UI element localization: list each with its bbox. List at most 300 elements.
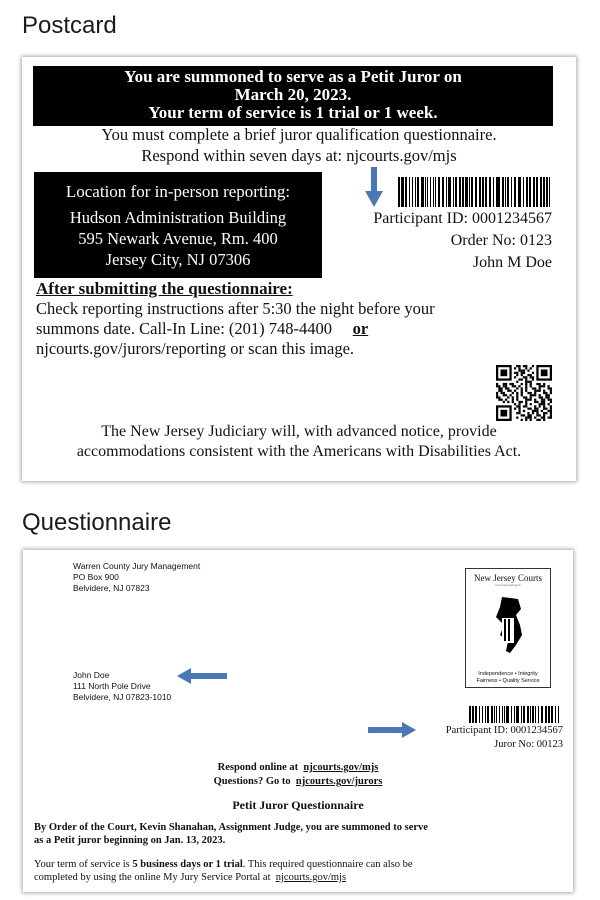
qr-module: [507, 390, 509, 392]
qr-module: [518, 412, 520, 414]
qr-module: [496, 383, 498, 385]
qr-module: [532, 412, 534, 414]
term-bold: 5 business days or 1 trial: [132, 859, 243, 870]
qr-module: [530, 419, 532, 421]
qr-module: [541, 401, 543, 403]
barcode-bar: [427, 177, 429, 207]
qr-module: [521, 394, 523, 396]
qr-module: [550, 405, 552, 407]
barcode-bar: [421, 177, 423, 207]
term-line: [34, 858, 559, 871]
recipient-address: [73, 670, 171, 703]
barcode-bar: [518, 177, 520, 207]
qr-module: [514, 403, 516, 405]
qr-module: [505, 394, 507, 396]
logo-tag-line: Independence • Integrity: [478, 671, 538, 677]
address-line: 111 North Pole Drive: [73, 681, 151, 691]
qr-module: [530, 381, 532, 383]
qr-module: [507, 387, 509, 389]
term-of-service-text: [34, 858, 559, 884]
barcode-bar: [448, 177, 450, 207]
qr-module: [539, 405, 541, 407]
qr-module: [530, 396, 532, 398]
qr-module: [530, 394, 532, 396]
qr-module: [543, 401, 545, 403]
qr-module: [543, 399, 545, 401]
qr-module: [532, 372, 534, 374]
qr-module: [550, 417, 552, 419]
postcard-section-label: Postcard: [22, 12, 117, 39]
qr-module: [516, 405, 518, 407]
qr-module: [523, 410, 525, 412]
barcode-bar: [462, 177, 464, 207]
qr-module: [539, 394, 541, 396]
questionnaire-section-label: Questionnaire: [22, 509, 172, 536]
barcode-bar: [535, 706, 536, 723]
respond-prefix: Respond online at: [217, 762, 299, 773]
barcode-bar: [504, 706, 505, 723]
barcode-bar: [533, 177, 535, 207]
qr-module: [536, 408, 538, 410]
qr-module: [534, 394, 536, 396]
qr-module: [532, 376, 534, 378]
barcode-bar: [545, 706, 547, 723]
barcode-bar: [527, 706, 529, 723]
qr-module: [536, 390, 538, 392]
qr-module: [543, 414, 545, 416]
qr-module: [512, 385, 514, 387]
qr-module: [525, 376, 527, 378]
barcode-bar: [506, 706, 508, 723]
barcode-bar: [558, 706, 559, 723]
postcard-image: [22, 57, 576, 481]
qr-module: [518, 410, 520, 412]
qr-module: [509, 394, 511, 396]
barcode-bar: [496, 177, 497, 207]
qr-module: [536, 419, 538, 421]
qr-module: [532, 394, 534, 396]
location-box: [34, 172, 322, 278]
address-line: PO Box 900: [73, 572, 119, 582]
call-in-line: summons date. Call-In Line: (201) 748-4400: [36, 319, 333, 338]
barcode-bar: [511, 177, 512, 207]
logo-tag-line: Fairness • Quality Service: [476, 678, 540, 684]
qr-module: [536, 414, 538, 416]
qr-module: [541, 403, 543, 405]
qr-module: [525, 417, 527, 419]
qr-module: [525, 367, 527, 369]
qr-module: [527, 374, 529, 376]
barcode-bar: [502, 706, 503, 723]
barcode-bar: [523, 706, 524, 723]
qr-module: [534, 401, 536, 403]
qr-module: [530, 385, 532, 387]
barcode-icon: [469, 706, 561, 723]
qr-module: [518, 378, 520, 380]
barcode-bar: [471, 177, 473, 207]
qr-module: [541, 417, 543, 419]
qr-module: [541, 396, 543, 398]
qr-module: [496, 394, 498, 396]
qr-module: [521, 414, 523, 416]
barcode-bar: [472, 706, 474, 723]
instruction-line: Check reporting instructions after 5:30 the night before your: [36, 299, 435, 318]
barcode-bar: [546, 177, 548, 207]
barcode-bar: [482, 177, 484, 207]
barcode-bar: [499, 706, 500, 723]
qr-module: [516, 365, 518, 367]
qr-module: [548, 385, 550, 387]
qr-module: [545, 408, 547, 410]
arrow-left-icon: [177, 668, 227, 684]
header-line-1: You are summoned to serve as a Petit Juror on: [124, 67, 462, 86]
order-number: Order No: 0123: [450, 232, 552, 249]
qr-module: [507, 401, 509, 403]
qr-module: [530, 376, 532, 378]
qr-module: [539, 414, 541, 416]
qr-module: [530, 408, 532, 410]
qr-module: [521, 372, 523, 374]
qr-module: [523, 376, 525, 378]
qr-module: [505, 385, 507, 387]
qr-module: [521, 383, 523, 385]
qr-module: [532, 378, 534, 380]
qr-module: [498, 399, 500, 401]
questionnaire-image: [23, 550, 573, 892]
qr-module: [525, 399, 527, 401]
qr-module: [521, 378, 523, 380]
qr-module: [525, 396, 527, 398]
barcode-bar: [433, 177, 434, 207]
qr-module: [534, 405, 536, 407]
qr-module: [525, 387, 527, 389]
recipient-name: John M Doe: [472, 254, 552, 271]
barcode-bar: [526, 177, 528, 207]
qr-module: [550, 392, 552, 394]
barcode-bar: [409, 177, 411, 207]
qr-module: [498, 396, 500, 398]
qr-module: [539, 387, 541, 389]
qr-module: [532, 410, 534, 412]
barcode-bar: [482, 706, 483, 723]
qr-module: [541, 410, 543, 412]
qr-module: [543, 383, 545, 385]
qr-module: [536, 412, 538, 414]
qr-module: [530, 383, 532, 385]
barcode-bar: [489, 177, 491, 207]
barcode-bar: [543, 177, 545, 207]
qr-module: [514, 372, 516, 374]
location-line: Jersey City, NJ 07306: [105, 250, 251, 269]
barcode-bar: [430, 177, 431, 207]
qr-module: [521, 374, 523, 376]
barcode-bar: [497, 177, 499, 207]
logo-web: www.njcourts.gov: [495, 583, 521, 587]
qr-module: [530, 417, 532, 419]
barcode-bar: [491, 706, 493, 723]
barcode-bar: [479, 706, 480, 723]
footer-line: accommodations consistent with the Americans with Disabilities Act.: [76, 443, 522, 460]
barcode-bar: [521, 706, 522, 723]
qr-module: [521, 387, 523, 389]
barcode-bar: [541, 706, 542, 723]
qr-module: [509, 390, 511, 392]
juror-number: Juror No: 00123: [494, 739, 563, 750]
barcode-bar: [401, 177, 403, 207]
barcode-bar: [538, 706, 539, 723]
qr-module: [514, 367, 516, 369]
qr-module: [536, 383, 538, 385]
qr-module: [541, 399, 543, 401]
qr-module: [527, 369, 529, 371]
address-line: Belvidere, NJ 07823-1010: [73, 692, 172, 702]
qr-module: [548, 387, 550, 389]
participant-id: Participant ID: 0001234567: [445, 725, 563, 736]
barcode-bar: [485, 706, 486, 723]
qr-module: [541, 385, 543, 387]
qr-module: [503, 394, 505, 396]
summons-header-banner: [33, 66, 553, 126]
qr-module: [530, 367, 532, 369]
qr-module: [521, 390, 523, 392]
qr-module: [530, 399, 532, 401]
term-part: completed by using the online My Jury Service Portal at: [34, 872, 271, 883]
qr-module: [514, 408, 516, 410]
barcode-bar: [485, 177, 487, 207]
qr-module: [516, 417, 518, 419]
qr-module: [512, 383, 514, 385]
barcode-bar: [494, 706, 495, 723]
qr-module: [500, 369, 507, 376]
participant-id: Participant ID: 0001234567: [373, 210, 552, 227]
qr-module: [527, 399, 529, 401]
qr-module: [503, 385, 505, 387]
header-line-3: Your term of service is 1 trial or 1 week.: [148, 103, 438, 122]
barcode-bar: [398, 177, 400, 207]
qr-module: [516, 392, 518, 394]
or-text: or: [352, 319, 369, 338]
barcode-bar: [514, 706, 515, 723]
barcode-bar: [425, 177, 426, 207]
qr-module: [539, 419, 541, 421]
qr-module: [523, 372, 525, 374]
barcode-bar: [516, 706, 518, 723]
qr-module: [525, 390, 527, 392]
logo-tagline: [466, 671, 550, 685]
barcode-bar: [540, 177, 542, 207]
qr-module: [525, 401, 527, 403]
qr-module: [505, 399, 507, 401]
qr-module: [498, 387, 500, 389]
qr-module: [512, 396, 514, 398]
barcode-bar: [435, 177, 436, 207]
barcode-bar: [465, 177, 467, 207]
qr-module: [548, 399, 550, 401]
qr-module: [545, 394, 547, 396]
barcode-icon: [398, 177, 552, 207]
qr-module: [550, 401, 552, 403]
qr-code-icon: [496, 365, 552, 421]
qr-module: [518, 405, 520, 407]
qr-module: [525, 365, 527, 367]
qr-module: [505, 387, 507, 389]
barcode-bar: [555, 706, 556, 723]
qr-module: [523, 414, 525, 416]
qr-module: [527, 392, 529, 394]
qr-module: [543, 417, 545, 419]
respond-online: [23, 761, 573, 774]
qr-module: [523, 396, 525, 398]
qr-module: [550, 387, 552, 389]
qr-module: [500, 387, 502, 389]
location-line: Hudson Administration Building: [69, 208, 287, 227]
qr-module: [534, 392, 536, 394]
qr-module: [527, 381, 529, 383]
barcode-bar: [405, 177, 407, 207]
barcode-bar: [455, 177, 457, 207]
qr-module: [530, 374, 532, 376]
mjs-link[interactable]: njcourts.gov/mjs: [275, 872, 347, 883]
barcode-bar: [438, 177, 440, 207]
qr-module: [532, 365, 534, 367]
barcode-bar: [459, 177, 461, 207]
qr-module: [545, 412, 547, 414]
qr-module: [518, 385, 520, 387]
qr-module: [516, 412, 518, 414]
qr-module: [514, 385, 516, 387]
barcode-bar: [453, 177, 455, 207]
qr-module: [534, 387, 536, 389]
qr-module: [503, 383, 505, 385]
barcode-bar: [496, 706, 497, 723]
qr-module: [543, 412, 545, 414]
barcode-bar: [515, 177, 516, 207]
qr-module: [539, 403, 541, 405]
qr-module: [521, 401, 523, 403]
header-line-2: March 20, 2023.: [234, 85, 352, 104]
qr-module: [550, 390, 552, 392]
qr-module: [530, 392, 532, 394]
qr-module: [505, 383, 507, 385]
reporting-instructions: [36, 299, 556, 359]
qr-module: [548, 417, 550, 419]
qr-module: [498, 385, 500, 387]
qr-module: [527, 417, 529, 419]
barcode-bar: [502, 177, 504, 207]
return-address: [73, 561, 200, 594]
qr-module: [543, 408, 545, 410]
location-line: 595 Newark Avenue, Rm. 400: [78, 229, 278, 248]
after-submit-heading: After submitting the questionnaire:: [36, 279, 293, 298]
address-line: Warren County Jury Management: [73, 561, 201, 571]
barcode-bar: [446, 177, 448, 207]
address-line: John Doe: [73, 670, 110, 680]
qr-module: [516, 394, 518, 396]
qr-module: [516, 381, 518, 383]
qr-module: [525, 381, 527, 383]
qr-module: [500, 392, 502, 394]
qr-module: [548, 410, 550, 412]
qr-module: [496, 396, 498, 398]
qr-module: [503, 392, 505, 394]
qr-module: [516, 372, 518, 374]
qr-module: [518, 369, 520, 371]
qr-module: [550, 408, 552, 410]
barcode-bar: [514, 177, 515, 207]
qr-module: [527, 412, 529, 414]
barcode-bar: [442, 177, 444, 207]
qr-module: [545, 392, 547, 394]
qr-module: [550, 414, 552, 416]
barcode-bar: [529, 177, 531, 207]
qr-module: [543, 419, 545, 421]
qr-module: [496, 385, 498, 387]
address-line: Belvidere, NJ 07823: [73, 583, 150, 593]
questions-line: [23, 775, 573, 788]
qr-module: [525, 419, 527, 421]
qr-module: [541, 369, 548, 376]
qr-module: [539, 396, 541, 398]
qr-module: [534, 408, 536, 410]
qr-module: [545, 396, 547, 398]
barcode-bar: [469, 706, 471, 723]
term-part: . This required questionnaire can also be: [242, 859, 413, 870]
order-line: as a Petit juror beginning on Jan. 13, 2023.: [34, 835, 226, 846]
questions-prefix: Questions? Go to: [213, 776, 291, 787]
qr-module: [516, 374, 518, 376]
qr-module: [518, 401, 520, 403]
qr-module: [550, 412, 552, 414]
qr-module: [496, 392, 498, 394]
nj-courts-logo: [465, 568, 551, 688]
qr-module: [539, 390, 541, 392]
barcode-bar: [469, 177, 470, 207]
qr-module: [503, 401, 505, 403]
barcode-bar: [412, 177, 413, 207]
qr-module: [521, 419, 523, 421]
qr-module: [536, 401, 538, 403]
qr-module: [543, 405, 545, 407]
barcode-bar: [475, 177, 477, 207]
qr-module: [539, 385, 541, 387]
qr-module: [543, 392, 545, 394]
qr-module: [534, 399, 536, 401]
nj-map-column-icon: [488, 595, 528, 655]
qr-module: [512, 401, 514, 403]
barcode-bar: [549, 177, 550, 207]
qr-module: [512, 392, 514, 394]
qr-module: [514, 390, 516, 392]
qr-module: [516, 387, 518, 389]
qr-module: [532, 387, 534, 389]
barcode-bar: [415, 177, 416, 207]
logo-title: New Jersey Courts: [474, 573, 542, 583]
qr-module: [500, 390, 502, 392]
qr-module: [534, 417, 536, 419]
barcode-bar: [487, 706, 489, 723]
qr-module: [530, 403, 532, 405]
arrow-right-icon: [368, 722, 416, 738]
respond-link[interactable]: njcourts.gov/mjs: [303, 762, 379, 773]
qr-module: [525, 383, 527, 385]
respond-note: Respond within seven days at: njcourts.gov/mjs: [141, 146, 457, 165]
qr-module: [521, 392, 523, 394]
qr-module: [518, 367, 520, 369]
qr-module: [550, 410, 552, 412]
ada-footer: [22, 422, 576, 462]
barcode-bar: [417, 177, 419, 207]
jurors-link[interactable]: njcourts.gov/jurors: [295, 776, 383, 787]
